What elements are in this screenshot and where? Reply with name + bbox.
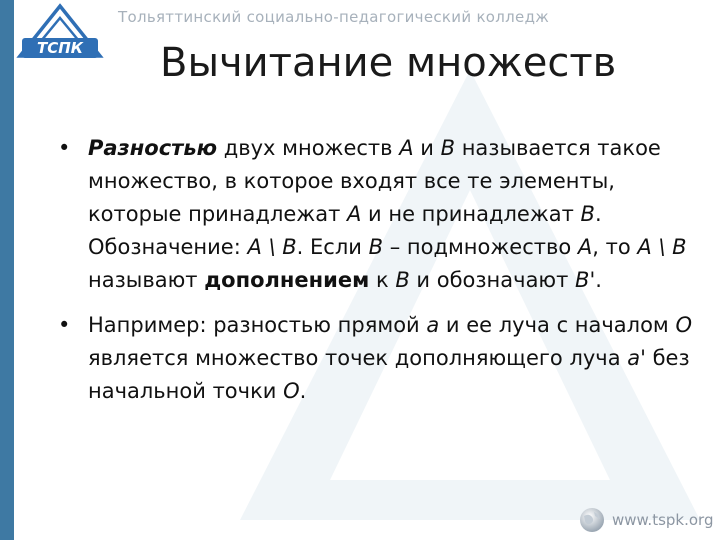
point-variable: O (283, 379, 300, 403)
term-complement: дополнением (204, 268, 370, 292)
set-variable: B (368, 235, 384, 259)
set-variable: A (577, 235, 593, 259)
notation-formula: A \ B (637, 235, 687, 259)
text-run: и ее луча с началом (439, 313, 676, 337)
text-run: и (413, 136, 441, 160)
text-run: является множество точек дополняющего луча (88, 346, 628, 370)
slide-content (58, 132, 708, 420)
text-run: и обозначают (409, 268, 576, 292)
set-variable: B' (575, 268, 596, 292)
logo-text: TCПК (36, 39, 84, 57)
text-run: . (595, 268, 602, 292)
website-url[interactable]: www.tspk.org (612, 511, 714, 529)
text-run: и не принадлежат (361, 202, 581, 226)
text-run: двух множеств (217, 136, 400, 160)
bullet-item-definition (58, 132, 708, 297)
ray-variable: a' (627, 346, 646, 370)
text-run: . (299, 379, 307, 403)
set-variable: B (440, 136, 456, 160)
text-run: без начальной точки (88, 346, 690, 403)
line-variable: a (426, 313, 440, 337)
text-run: . Если (296, 235, 369, 259)
text-run: называется такое множество, в которое входят все те элементы, которые принадлежат (88, 136, 661, 226)
bullet-icon: • (58, 136, 71, 160)
set-variable: B (395, 268, 410, 292)
text-run: к (369, 268, 396, 292)
text-run: . Обозначение: (88, 202, 602, 259)
footer (578, 505, 713, 535)
college-name: Тольяттинский социально-педагогический колледж (118, 8, 550, 26)
bullet-icon: • (58, 313, 71, 337)
left-accent-band (0, 0, 14, 540)
text-run: , то (592, 235, 638, 259)
term-difference: Разностью (88, 136, 218, 160)
text-run: называют (88, 268, 205, 292)
set-variable: A (346, 202, 362, 226)
college-logo (12, 2, 108, 66)
set-variable: B (580, 202, 595, 226)
slide-title: Вычитание множеств (160, 40, 617, 86)
point-variable: O (675, 313, 692, 337)
globe-icon (578, 506, 606, 534)
text-run: – подмножество (383, 235, 578, 259)
bullet-item-example (58, 309, 708, 408)
notation-formula: A \ B (247, 235, 297, 259)
text-run: Например: разностью прямой (88, 313, 427, 337)
set-variable: A (399, 136, 414, 160)
